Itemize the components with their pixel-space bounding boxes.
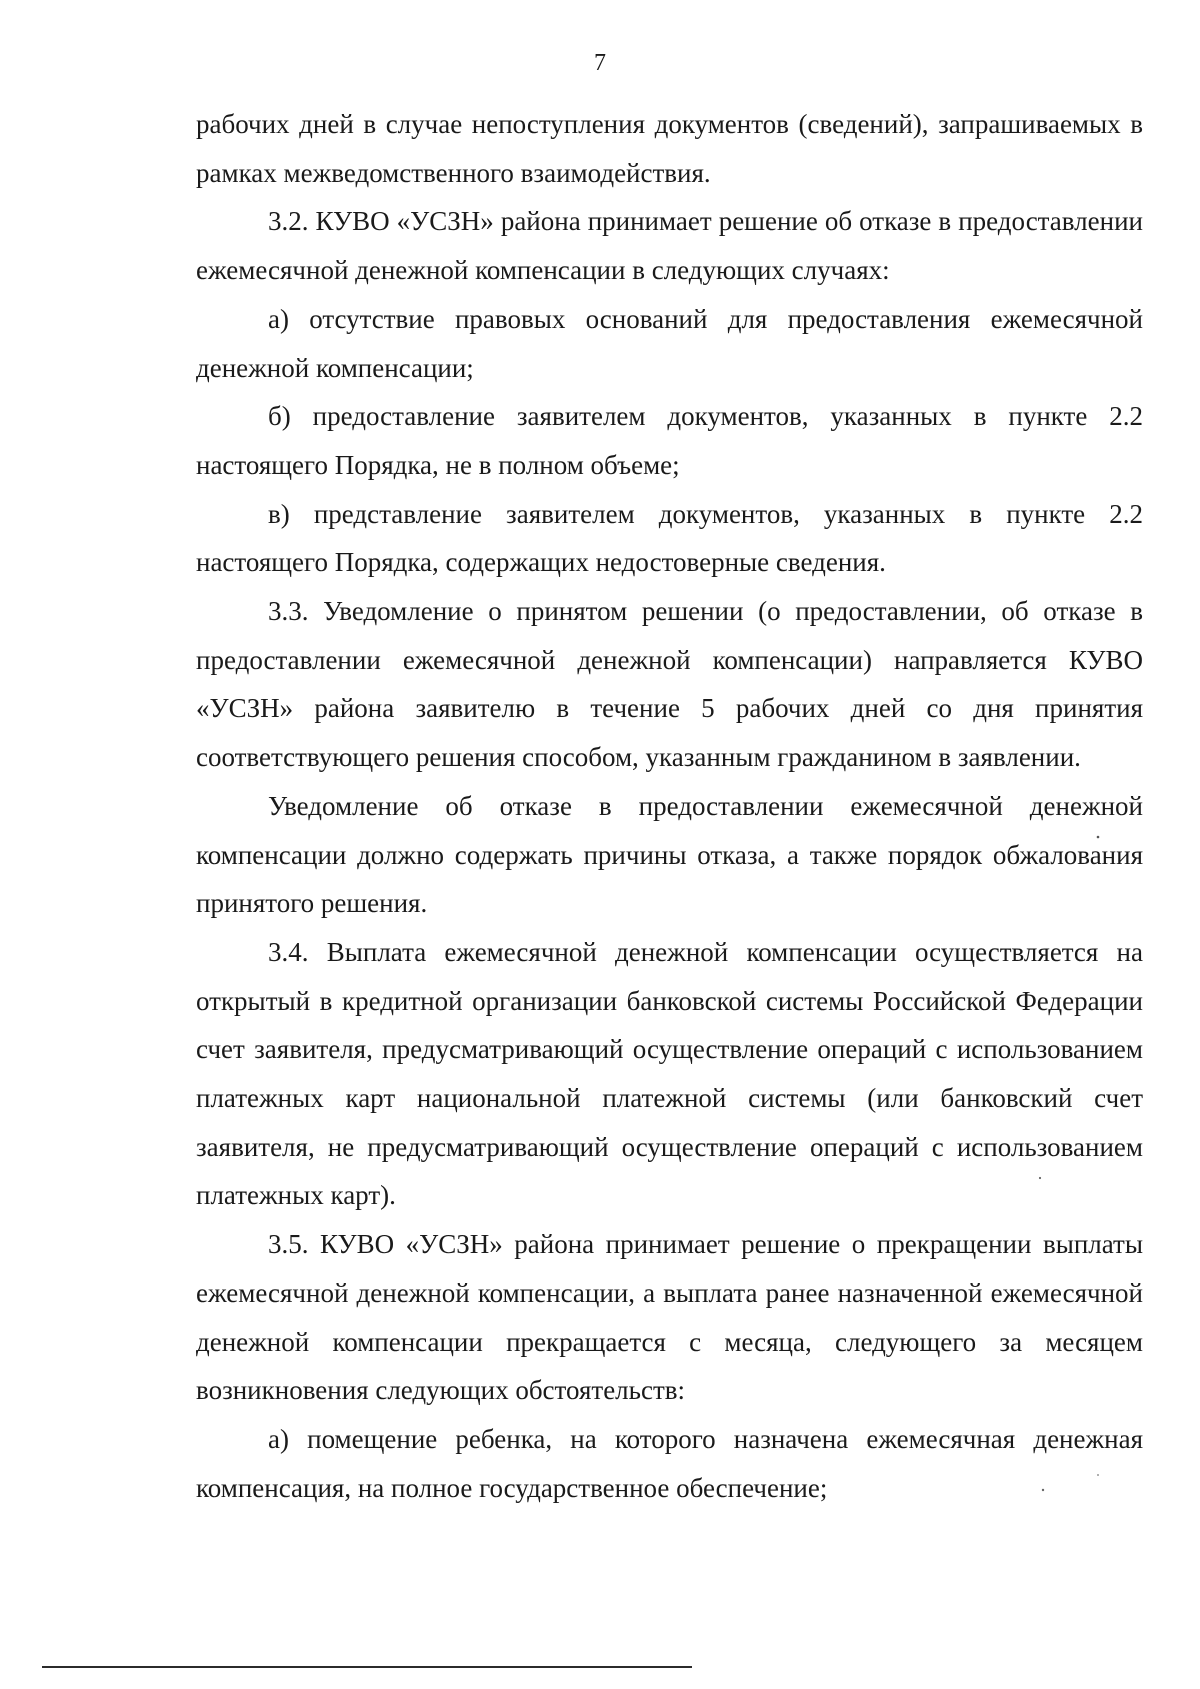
paragraph-3-2-a: а) отсутствие правовых оснований для предоставления ежемесячной денежной компенсации; — [196, 303, 1143, 383]
paragraph-continuation: рабочих дней в случае непоступления документов (сведений), запрашиваемых в рамках межведомственного взаимодействия. — [196, 109, 1143, 188]
paragraph-3-5-a: а) помещение ребенка, на которого назначена ежемесячная денежная компенсация, на полное государственное обеспечение; — [196, 1423, 1143, 1503]
paragraph-3-2: 3.2. КУВО «УСЗН» района принимает решение об отказе в предоставлении ежемесячной денежной компенсации в следующих случаях: — [196, 206, 1143, 286]
page-number: 7 — [594, 50, 606, 76]
document-body — [196, 100, 1143, 1512]
paragraph-3-5: 3.5. КУВО «УСЗН» района принимает решение о прекращении выплаты ежемесячной денежной компенсации, а выплата ранее назначенной ежемесячной денежной компенсации прекращается с месяца, следующего за месяцем возникновения следующих обстоятельств: — [196, 1229, 1143, 1406]
bottom-scan-edge-line — [42, 1666, 692, 1668]
paragraph-3-3: 3.3. Уведомление о принятом решении (о предоставлении, об отказе в предоставлении ежемесячной денежной компенсации) направляется КУВО «УСЗН» района заявителю в течение 5 рабочих дней со дня принятия соответствующего решения способом, указанным гражданином в заявлении. — [196, 596, 1143, 773]
paragraph-3-4: 3.4. Выплата ежемесячной денежной компенсации осуществляется на открытый в кредитной организации банковской системы Российской Федерации счет заявителя, предусматривающий осуществление операций с использованием платежных карт национальной платежной системы (или банковский счет заявителя, не предусматривающий осуществление операций с использованием платежных карт). — [196, 936, 1143, 1211]
paragraph-3-2-v: в) представление заявителем документов, указанных в пункте 2.2 настоящего Порядка, содержащих недостоверные сведения. — [196, 498, 1143, 578]
paragraph-3-2-b: б) предоставление заявителем документов, указанных в пункте 2.2 настоящего Порядка, не в полном объеме; — [196, 401, 1143, 480]
paragraph-3-3-refusal-notice: Уведомление об отказе в предоставлении ежемесячной денежной компенсации должно содержать причины отказа, а также порядок обжалования принятого решения. — [196, 790, 1143, 919]
